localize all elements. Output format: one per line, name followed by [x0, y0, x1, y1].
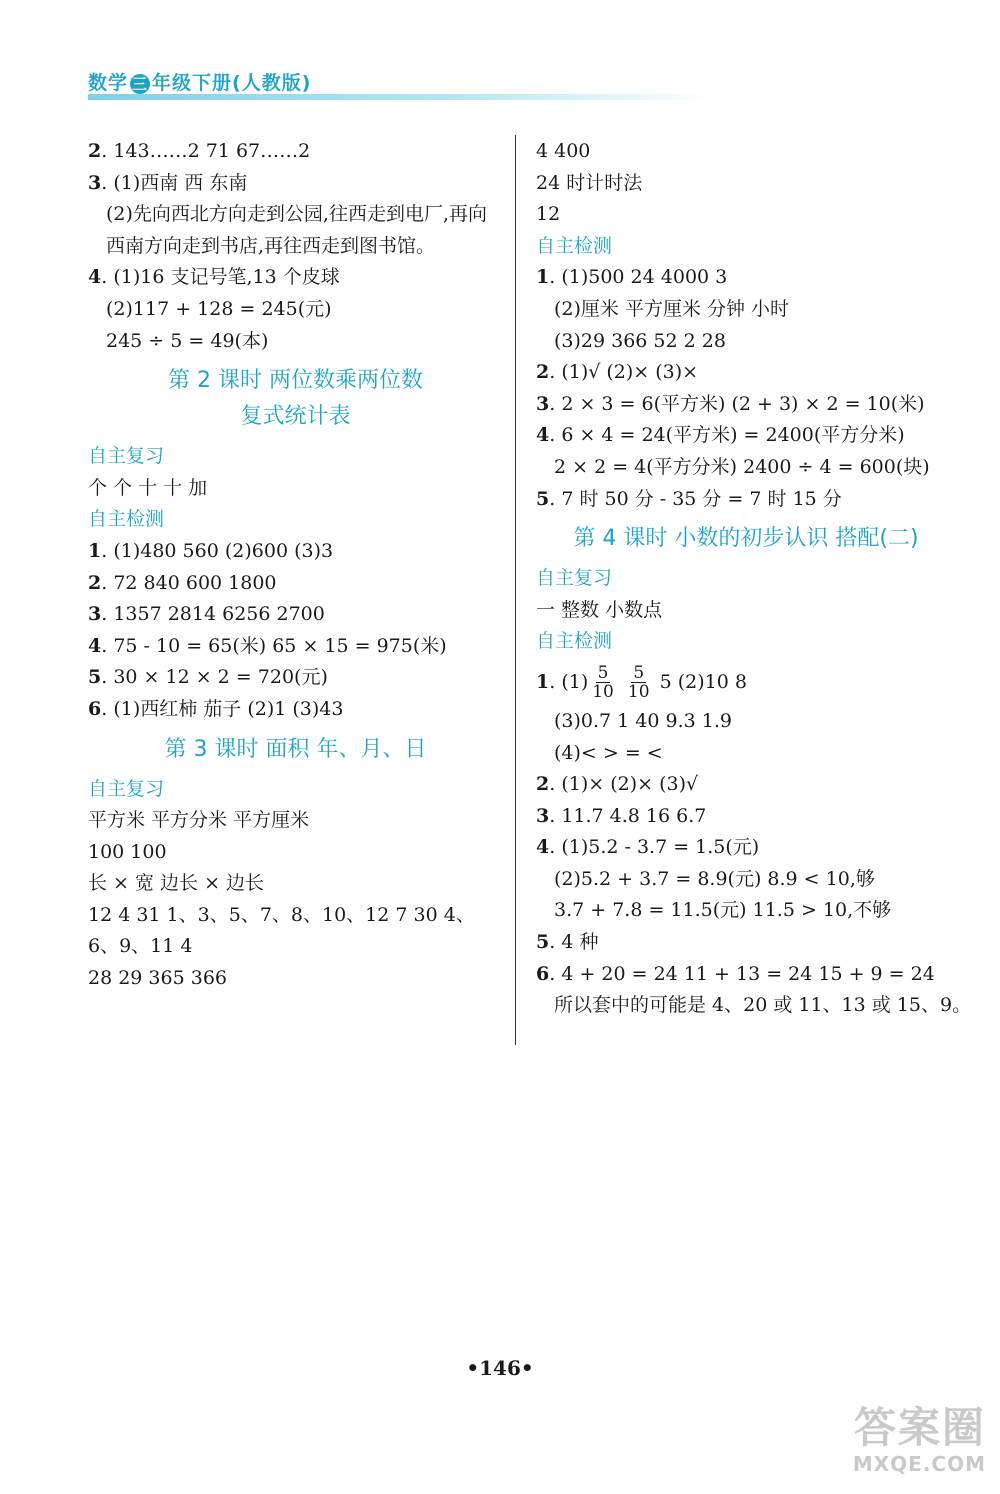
answer-item: 12	[536, 203, 561, 226]
answer-item: 100 100	[88, 840, 167, 863]
answer-item: (2)先向西北方向走到公园,往西走到电厂,再向西南方向走到书店,再往西走到图书馆。	[106, 203, 487, 257]
answer-item: (2)厘米 平方厘米 分钟 小时	[554, 297, 790, 320]
answer-item: 12 4 31 1、3、5、7、8、10、12 7 30 4、	[88, 903, 475, 926]
page-number: •146•	[466, 1356, 534, 1380]
header-subject: 数学	[88, 72, 129, 94]
subheading-check: 自主检测	[88, 508, 165, 531]
answer-item: 2 × 2 = 4(平方分米) 2400 ÷ 4 = 600(块)	[554, 455, 930, 478]
answer-item: 个 个 十 十 加	[88, 476, 208, 499]
answer-item: 2. 143……2 71 67……2	[88, 140, 311, 162]
left-column	[88, 136, 503, 995]
watermark-text: 答案圈	[853, 1403, 986, 1452]
answer-item: 4 400	[536, 140, 591, 162]
answer-item: 6、9、11 4	[88, 935, 193, 958]
answer-item: (4)< > = <	[554, 741, 663, 764]
subheading-review: 自主复习	[88, 445, 165, 468]
answer-item: 1. (1) $\frac{5}{10}$ $\frac{5}{10}$ 5 (2)10 8	[536, 663, 747, 703]
answer-item: (2)117 + 128 = 245(元)	[106, 297, 332, 320]
section-title: 第 2 课时 两位数乘两位数	[168, 368, 423, 394]
subheading-review: 自主复习	[536, 567, 613, 590]
answer-item: (2)5.2 + 3.7 = 8.9(元) 8.9 < 10,够	[554, 867, 875, 890]
header-rule	[88, 94, 708, 100]
running-header	[88, 64, 708, 100]
answer-item: 6. (1)西红柿 茄子 (2)1 (3)43	[88, 697, 344, 720]
answer-item: 2. 72 840 600 1800	[88, 571, 277, 594]
fraction: $\frac{5}{10}$	[627, 663, 650, 703]
answer-item: 3. 1357 2814 6256 2700	[88, 603, 325, 626]
answer-item: 3. 11.7 4.8 16 6.7	[536, 804, 707, 827]
answer-item: 2. (1)√ (2)× (3)×	[536, 361, 699, 384]
subheading-review: 自主复习	[88, 777, 165, 800]
watermark-logo	[776, 1404, 986, 1484]
column-divider	[515, 135, 516, 1045]
answer-item: 5. 30 × 12 × 2 = 720(元)	[88, 666, 328, 689]
answer-item: 245 ÷ 5 = 49(本)	[106, 329, 269, 352]
answer-item: 一 整数 小数点	[536, 598, 663, 621]
answer-item: 3. 2 × 3 = 6(平方米) (2 + 3) × 2 = 10(米)	[536, 392, 925, 415]
grade-badge: 三	[132, 75, 149, 93]
answer-item: 所以套中的可能是 4、20 或 11、13 或 15、9。	[554, 994, 972, 1017]
answer-item: 4. (1)16 支记号笔,13 个皮球	[88, 266, 340, 289]
watermark-url: MXQE.COM	[852, 1452, 986, 1476]
answer-item: (3)29 366 52 2 28	[554, 329, 726, 352]
answer-item: 5. 7 时 50 分 - 35 分 = 7 时 15 分	[536, 487, 842, 510]
section-title: 第 4 课时 小数的初步认识 搭配(二)	[573, 526, 919, 552]
answer-item: 1. (1)480 560 (2)600 (3)3	[88, 539, 334, 562]
header-title	[88, 68, 311, 95]
right-column	[536, 136, 972, 1022]
subheading-check: 自主检测	[536, 630, 613, 653]
fraction: $\frac{5}{10}$	[592, 663, 614, 703]
answer-item: 3.7 + 7.8 = 11.5(元) 11.5 > 10,不够	[554, 899, 892, 922]
answer-item: (3)0.7 1 40 9.3 1.9	[554, 709, 732, 732]
answer-item: 4. 6 × 4 = 24(平方米) = 2400(平方分米)	[536, 424, 905, 447]
answer-item: 24 时计时法	[536, 171, 643, 194]
answer-item: 平方米 平方分米 平方厘米	[88, 809, 310, 832]
answer-item: 28 29 365 366	[88, 967, 228, 990]
section-title: 复式统计表	[240, 404, 351, 430]
answer-item: 6. 4 + 20 = 24 11 + 13 = 24 15 + 9 = 24	[536, 962, 935, 985]
answer-item: 3. (1)西南 西 东南	[88, 171, 248, 194]
answer-item: 5. 4 种	[536, 931, 599, 954]
answer-item: 1. (1)500 24 4000 3	[536, 266, 728, 289]
answer-item: 2. (1)× (2)× (3)√	[536, 773, 699, 796]
section-title: 第 3 课时 面积 年、月、日	[164, 736, 427, 762]
answer-item: 4. 75 - 10 = 65(米) 65 × 15 = 975(米)	[88, 634, 447, 657]
subheading-check: 自主检测	[536, 234, 613, 257]
header-book: 年级下册(人教版)	[152, 72, 312, 94]
answer-item: 长 × 宽 边长 × 边长	[88, 872, 265, 895]
answer-item: 4. (1)5.2 - 3.7 = 1.5(元)	[536, 836, 760, 859]
